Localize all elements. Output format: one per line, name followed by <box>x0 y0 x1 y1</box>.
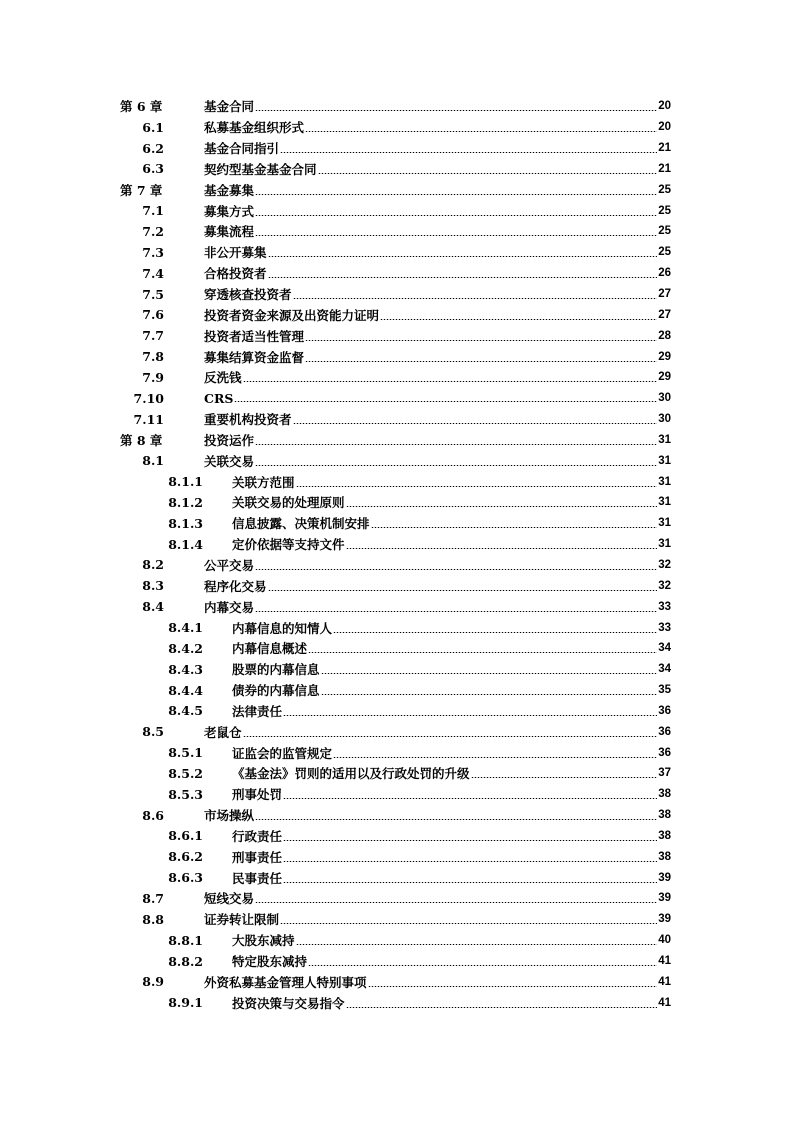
toc-entry-line <box>232 931 671 949</box>
toc-entry-page-number: 31 <box>658 538 671 551</box>
dot-leader <box>255 819 657 820</box>
toc-entry[interactable] <box>0 659 793 680</box>
toc-entry-number: 8.9.1 <box>168 995 203 1011</box>
dot-leader <box>280 152 657 153</box>
toc-entry-line <box>204 118 671 136</box>
toc-entry-line <box>232 848 671 866</box>
toc-entry-line <box>204 327 671 345</box>
toc-entry-title[interactable]: 投资者资金来源及出资能力证明 <box>204 307 380 323</box>
toc-entry-title[interactable]: 定价依据等支持文件 <box>232 537 345 553</box>
toc-entry-page-number: 26 <box>658 267 671 280</box>
toc-entry-page-number: 39 <box>658 871 671 884</box>
toc-entry-page-number: 30 <box>658 413 671 426</box>
toc-entry[interactable] <box>0 909 793 930</box>
toc-entry-line <box>232 473 671 491</box>
dot-leader <box>346 548 658 549</box>
toc-entry-page-number: 31 <box>658 475 671 488</box>
dot-leader <box>305 340 657 341</box>
toc-entry[interactable] <box>0 867 793 888</box>
toc-entry-line <box>232 619 671 637</box>
toc-entry-line <box>204 306 671 324</box>
dot-leader <box>283 715 657 716</box>
toc-entry-title[interactable]: 基金合同指引 <box>204 141 280 157</box>
dot-leader <box>308 652 657 653</box>
toc-entry[interactable] <box>0 325 793 346</box>
toc-entry-page-number: 25 <box>658 204 671 217</box>
dot-leader <box>371 527 658 528</box>
toc-entry-title[interactable]: 募集方式 <box>204 203 255 219</box>
toc-entry-title[interactable]: 大股东减持 <box>232 933 295 949</box>
dot-leader <box>255 569 657 570</box>
dot-leader <box>255 235 657 236</box>
toc-entry-line <box>204 410 671 428</box>
dot-leader <box>255 110 657 111</box>
dot-leader <box>321 673 658 674</box>
toc-entry-page-number: 25 <box>658 183 671 196</box>
dot-leader <box>283 798 657 799</box>
toc-entry-title[interactable]: 市场操纵 <box>204 808 255 824</box>
toc-entry-page-number: 20 <box>658 121 671 134</box>
toc-entry[interactable] <box>0 784 793 805</box>
toc-entry[interactable] <box>0 555 793 576</box>
toc-entry[interactable] <box>0 388 793 409</box>
toc-entry-number: 8.8.2 <box>168 953 203 969</box>
toc-entry-title[interactable]: 基金合同 <box>204 99 255 115</box>
toc-entry-page-number: 33 <box>658 621 671 634</box>
toc-entry[interactable] <box>0 534 793 555</box>
toc-entry-title[interactable]: 合格投资者 <box>204 266 267 282</box>
toc-entry-number: 第 7 章 <box>120 182 163 198</box>
dot-leader <box>255 611 657 612</box>
toc-entry-page-number: 38 <box>658 829 671 842</box>
toc-entry-number: 7.2 <box>142 223 164 239</box>
dot-leader <box>255 215 657 216</box>
toc-entry-title[interactable]: 内幕信息的知情人 <box>232 620 333 636</box>
dot-leader <box>333 632 657 633</box>
toc-entry-number: 7.9 <box>142 369 164 385</box>
toc-entry-line <box>232 827 671 845</box>
toc-entry-line <box>204 202 671 220</box>
toc-entry-number: 6.2 <box>142 140 164 156</box>
toc-entry[interactable] <box>0 367 793 388</box>
dot-leader <box>368 986 658 987</box>
toc-entry-page-number: 36 <box>658 725 671 738</box>
toc-entry-number: 8.8 <box>142 911 164 927</box>
toc-entry-number: 8.4.3 <box>168 661 203 677</box>
toc-entry-line <box>232 702 671 720</box>
toc-entry-page-number: 27 <box>658 308 671 321</box>
toc-entry-page-number: 31 <box>658 454 671 467</box>
toc-entry-line <box>204 973 671 991</box>
toc-entry-number: 8.5.1 <box>168 745 203 761</box>
dot-leader <box>346 506 658 507</box>
toc-entry-line <box>204 723 671 741</box>
toc-entry-line <box>204 889 671 907</box>
toc-entry-page-number: 40 <box>658 934 671 947</box>
dot-leader <box>283 882 657 883</box>
toc-entry-title[interactable]: 行政责任 <box>232 828 283 844</box>
toc-entry-title[interactable]: 基金募集 <box>204 182 255 198</box>
toc-entry-number: 8.7 <box>142 890 164 906</box>
toc-entry[interactable] <box>0 221 793 242</box>
toc-entry[interactable] <box>0 138 793 159</box>
toc-entry-title[interactable]: 特定股东减持 <box>232 954 308 970</box>
toc-entry[interactable] <box>0 763 793 784</box>
toc-entry-line <box>232 535 671 553</box>
toc-entry-title[interactable]: 法律责任 <box>232 703 283 719</box>
toc-entry-page-number: 25 <box>658 225 671 238</box>
toc-entry-title[interactable]: 反洗钱 <box>204 370 242 386</box>
toc-entry-number: 7.4 <box>142 265 164 281</box>
toc-entry-page-number: 38 <box>658 788 671 801</box>
toc-entry[interactable] <box>0 263 793 284</box>
dot-leader <box>283 861 657 862</box>
table-of-contents <box>0 96 793 1013</box>
toc-entry-number: 8.9 <box>142 974 164 990</box>
toc-entry[interactable] <box>0 846 793 867</box>
toc-entry-line <box>204 139 671 157</box>
toc-entry-title[interactable]: 募集流程 <box>204 224 255 240</box>
toc-entry-title[interactable]: 投资运作 <box>204 432 255 448</box>
toc-entry[interactable] <box>0 951 793 972</box>
toc-entry-line <box>204 431 671 449</box>
dot-leader <box>321 694 658 695</box>
toc-entry-line <box>232 514 671 532</box>
toc-entry-line <box>204 160 671 178</box>
toc-entry[interactable] <box>0 200 793 221</box>
toc-entry-number: 8.1.2 <box>168 494 203 510</box>
toc-entry-page-number: 39 <box>658 913 671 926</box>
dot-leader <box>268 256 658 257</box>
dot-leader <box>243 736 658 737</box>
toc-entry-number: 7.11 <box>133 411 164 427</box>
toc-entry-number: 8.1.1 <box>168 474 203 490</box>
toc-entry-number: 7.8 <box>142 349 164 365</box>
dot-leader <box>296 486 658 487</box>
toc-entry-line <box>204 97 671 115</box>
toc-entry-line <box>232 994 671 1012</box>
dot-leader <box>255 444 657 445</box>
toc-entry[interactable] <box>0 304 793 325</box>
toc-entry-line <box>204 348 671 366</box>
toc-entry-page-number: 28 <box>658 329 671 342</box>
toc-entry-page-number: 21 <box>658 142 671 155</box>
dot-leader <box>318 173 658 174</box>
toc-entry[interactable] <box>0 471 793 492</box>
toc-entry[interactable] <box>0 492 793 513</box>
toc-entry-title[interactable]: 关联交易 <box>204 453 255 469</box>
toc-entry-line <box>204 243 671 261</box>
toc-entry-page-number: 38 <box>658 850 671 863</box>
toc-entry[interactable] <box>0 971 793 992</box>
toc-entry[interactable] <box>0 930 793 951</box>
toc-entry-page-number: 34 <box>658 663 671 676</box>
toc-entry-title[interactable]: 非公开募集 <box>204 245 267 261</box>
dot-leader <box>283 840 657 841</box>
dot-leader <box>268 277 658 278</box>
toc-entry-page-number: 37 <box>658 767 671 780</box>
toc-entry-title[interactable]: 老鼠仓 <box>204 724 242 740</box>
toc-entry-line <box>204 391 671 406</box>
toc-entry-line <box>232 681 671 699</box>
toc-entry-line <box>204 452 671 470</box>
dot-leader <box>380 319 657 320</box>
toc-entry-line <box>232 744 671 762</box>
toc-entry[interactable] <box>0 450 793 471</box>
toc-entry-number: 8.4.2 <box>168 640 203 656</box>
toc-entry-number: 8.4.1 <box>168 620 203 636</box>
toc-entry-page-number: 36 <box>658 746 671 759</box>
toc-entry-page-number: 32 <box>658 558 671 571</box>
toc-entry[interactable] <box>0 409 793 430</box>
toc-entry[interactable] <box>0 346 793 367</box>
toc-entry-page-number: 36 <box>658 704 671 717</box>
toc-entry[interactable] <box>0 159 793 180</box>
toc-entry-title[interactable]: 投资者适当性管理 <box>204 328 305 344</box>
toc-entry-page-number: 38 <box>658 809 671 822</box>
toc-entry-page-number: 35 <box>658 684 671 697</box>
dot-leader <box>234 401 657 402</box>
toc-entry-number: 8.8.1 <box>168 932 203 948</box>
toc-entry-number: 第 8 章 <box>120 432 163 448</box>
toc-entry-number: 7.7 <box>142 328 164 344</box>
toc-entry-title[interactable]: 刑事责任 <box>232 849 283 865</box>
toc-entry-line <box>204 285 671 303</box>
toc-entry-number: 7.1 <box>142 203 164 219</box>
toc-entry[interactable] <box>0 721 793 742</box>
toc-entry-title[interactable]: 程序化交易 <box>204 578 267 594</box>
toc-entry-line <box>204 577 671 595</box>
dot-leader <box>296 944 658 945</box>
toc-entry-number: 8.4.4 <box>168 682 203 698</box>
toc-entry-page-number: 33 <box>658 600 671 613</box>
toc-entry-line <box>204 598 671 616</box>
toc-entry-number: 8.6 <box>142 807 164 823</box>
toc-entry-number: 8.4.5 <box>168 703 203 719</box>
toc-entry-number: 8.1 <box>142 453 164 469</box>
toc-entry-page-number: 30 <box>658 392 671 405</box>
toc-entry-page-number: 29 <box>658 371 671 384</box>
toc-entry-page-number: 39 <box>658 892 671 905</box>
dot-leader <box>243 381 658 382</box>
toc-entry-title[interactable]: 信息披露、决策机制安排 <box>232 516 370 532</box>
toc-entry-number: 8.6.1 <box>168 828 203 844</box>
toc-entry[interactable] <box>0 888 793 909</box>
toc-entry-title[interactable]: 民事责任 <box>232 870 283 886</box>
toc-entry-number: 第 6 章 <box>120 99 163 115</box>
toc-entry-number: 8.1.4 <box>168 536 203 552</box>
toc-entry-title[interactable]: 证券转让限制 <box>204 912 280 928</box>
toc-entry-title[interactable]: 关联交易的处理原则 <box>232 495 345 511</box>
toc-entry-number: 8.6.3 <box>168 870 203 886</box>
toc-entry-number: 7.10 <box>133 390 164 406</box>
toc-entry-page-number: 41 <box>658 996 671 1009</box>
dot-leader <box>280 923 657 924</box>
dot-leader <box>471 777 658 778</box>
toc-entry-page-number: 41 <box>658 975 671 988</box>
toc-entry-line <box>204 264 671 282</box>
toc-entry-title[interactable]: 证监会的监管规定 <box>232 745 333 761</box>
toc-entry-line <box>232 764 671 782</box>
toc-entry-title[interactable]: 外资私募基金管理人特别事项 <box>204 974 367 990</box>
toc-entry-number: 6.3 <box>142 161 164 177</box>
toc-entry-line <box>232 639 671 657</box>
toc-entry-page-number: 31 <box>658 517 671 530</box>
toc-entry-line <box>232 660 671 678</box>
toc-entry[interactable] <box>0 805 793 826</box>
toc-entry[interactable] <box>0 596 793 617</box>
toc-entry-number: 7.5 <box>142 286 164 302</box>
dot-leader <box>305 361 657 362</box>
toc-entry-title[interactable]: 公平交易 <box>204 557 255 573</box>
toc-entry[interactable] <box>0 742 793 763</box>
toc-entry-line <box>232 952 671 970</box>
toc-entry-page-number: 21 <box>658 162 671 175</box>
dot-leader <box>268 590 658 591</box>
toc-entry-title[interactable]: 私募基金组织形式 <box>204 120 305 136</box>
toc-entry-title[interactable]: 内幕交易 <box>204 599 255 615</box>
toc-entry-page-number: 41 <box>658 955 671 968</box>
toc-entry-title[interactable]: 刑事处罚 <box>232 787 283 803</box>
toc-entry-title[interactable]: 关联方范围 <box>232 474 295 490</box>
toc-entry[interactable] <box>0 992 793 1013</box>
toc-entry-title[interactable]: 《基金法》罚则的适用以及行政处罚的升级 <box>232 766 470 782</box>
toc-entry-page-number: 25 <box>658 246 671 259</box>
dot-leader <box>346 1007 658 1008</box>
toc-entry-title[interactable]: 内幕信息概述 <box>232 641 308 657</box>
toc-entry-page-number: 20 <box>658 100 671 113</box>
toc-entry-title[interactable]: 股票的内幕信息 <box>232 662 320 678</box>
toc-entry[interactable] <box>0 680 793 701</box>
dot-leader <box>305 131 657 132</box>
toc-entry[interactable] <box>0 575 793 596</box>
dot-leader <box>255 194 657 195</box>
toc-entry-page-number: 27 <box>658 288 671 301</box>
toc-entry-number: 8.2 <box>142 557 164 573</box>
toc-entry-title[interactable]: 重要机构投资者 <box>204 412 292 428</box>
toc-entry-page-number: 31 <box>658 496 671 509</box>
toc-entry-line <box>232 493 671 511</box>
toc-entry-line <box>204 222 671 240</box>
toc-entry-title[interactable]: 募集结算资金监督 <box>204 349 305 365</box>
toc-entry-line <box>204 806 671 824</box>
toc-entry-page-number: 32 <box>658 579 671 592</box>
toc-entry-line <box>204 181 671 199</box>
toc-entry-number: 8.3 <box>142 578 164 594</box>
dot-leader <box>255 902 657 903</box>
toc-entry[interactable] <box>0 638 793 659</box>
toc-entry[interactable] <box>0 430 793 451</box>
toc-entry[interactable] <box>0 700 793 721</box>
toc-entry-title[interactable]: 短线交易 <box>204 891 255 907</box>
dot-leader <box>333 757 657 758</box>
toc-entry[interactable] <box>0 117 793 138</box>
toc-entry-number: 8.6.2 <box>168 849 203 865</box>
toc-entry-number: 8.1.3 <box>168 515 203 531</box>
dot-leader <box>308 965 657 966</box>
toc-entry-title[interactable]: CRS <box>204 390 234 406</box>
toc-entry-number: 8.5 <box>142 724 164 740</box>
toc-entry-line <box>204 368 671 386</box>
toc-entry[interactable] <box>0 242 793 263</box>
toc-entry-line <box>232 869 671 887</box>
toc-entry-number: 8.4 <box>142 599 164 615</box>
toc-entry-number: 8.5.2 <box>168 765 203 781</box>
toc-entry-number: 7.3 <box>142 244 164 260</box>
toc-entry-number: 6.1 <box>142 119 164 135</box>
dot-leader <box>293 298 658 299</box>
toc-entry-page-number: 29 <box>658 350 671 363</box>
dot-leader <box>293 423 658 424</box>
toc-entry-line <box>232 785 671 803</box>
toc-entry[interactable] <box>0 284 793 305</box>
toc-entry-title[interactable]: 穿透核查投资者 <box>204 287 292 303</box>
toc-entry-title[interactable]: 投资决策与交易指令 <box>232 995 345 1011</box>
toc-entry[interactable] <box>0 96 793 117</box>
dot-leader <box>255 465 657 466</box>
toc-entry-line <box>204 556 671 574</box>
toc-entry-number: 7.6 <box>142 307 164 323</box>
toc-entry-page-number: 34 <box>658 642 671 655</box>
toc-entry-number: 8.5.3 <box>168 786 203 802</box>
toc-entry-page-number: 31 <box>658 433 671 446</box>
toc-entry[interactable] <box>0 513 793 534</box>
toc-entry[interactable] <box>0 179 793 200</box>
toc-entry[interactable] <box>0 617 793 638</box>
toc-entry-title[interactable]: 债券的内幕信息 <box>232 683 320 699</box>
toc-entry-title[interactable]: 契约型基金基金合同 <box>204 161 317 177</box>
toc-entry[interactable] <box>0 826 793 847</box>
toc-entry-line <box>204 910 671 928</box>
